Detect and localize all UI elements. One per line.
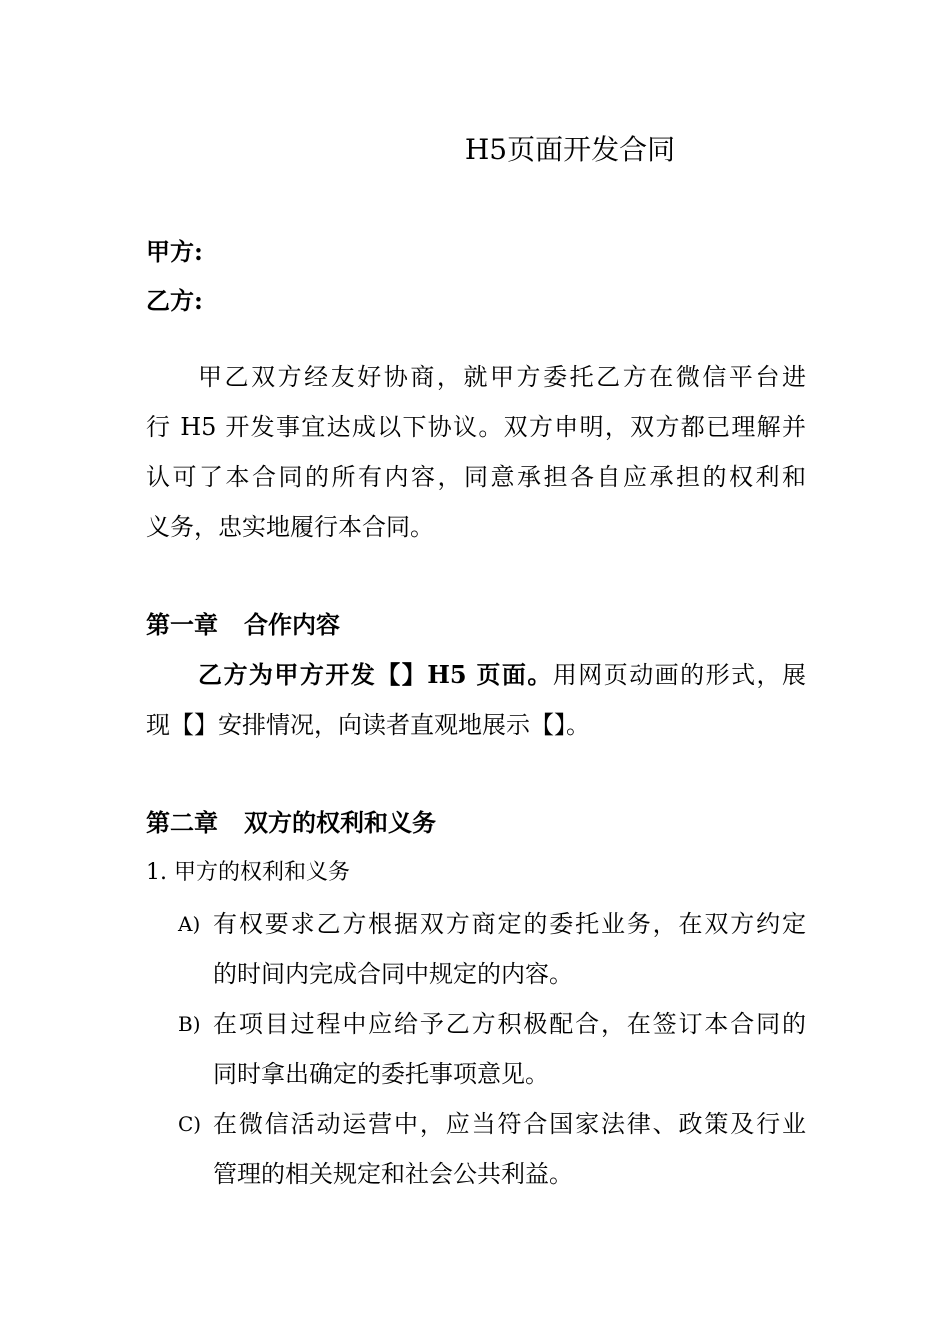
chapter-1-line-1 [198,658,806,692]
document-title: H5页面开发合同 [464,133,676,166]
item-b-line-2: 同时拿出确定的委托事项意见。 [213,1060,549,1088]
chapter-1-bold-text: 乙方为甲方开发【】H5 页面。 [198,660,553,689]
item-c-line-1: 在微信活动运营中，应当符合国家法律、政策及行业 [213,1110,806,1138]
preamble-line-2: 行 H5 开发事宜达成以下协议。双方申明，双方都已理解并 [146,413,806,441]
item-a-label: A) [178,912,201,936]
preamble-line-3: 认可了本合同的所有内容，同意承担各自应承担的权利和 [146,463,806,491]
chapter-1-title: 合作内容 [244,610,340,639]
preamble-line-4: 义务，忠实地履行本合同。 [146,513,434,541]
item-c-label: C) [178,1112,202,1136]
chapter-2-title: 双方的权利和义务 [244,808,436,837]
preamble-line-1: 甲乙双方经友好协商，就甲方委托乙方在微信平台进 [198,363,806,391]
party-a-label: 甲方: [146,237,203,266]
item-b-line-1: 在项目过程中应给予乙方积极配合，在签订本合同的 [213,1010,806,1038]
chapter-1-number: 第一章 [146,610,218,639]
item-a-line-1: 有权要求乙方根据双方商定的委托业务，在双方约定 [213,910,806,938]
section-1-heading: 1. 甲方的权利和义务 [146,860,350,885]
party-b-label: 乙方: [146,286,203,315]
chapter-2-heading [146,806,436,840]
chapter-1-heading [146,608,340,642]
chapter-1-line-2: 现【】安排情况，向读者直观地展示【】。 [146,711,590,739]
item-c-line-2: 管理的相关规定和社会公共利益。 [213,1160,573,1188]
item-a-line-2: 的时间内完成合同中规定的内容。 [213,960,573,988]
item-b-label: B) [178,1012,201,1036]
chapter-1-line-1-rest: 用网页动画的形式，展 [552,661,806,689]
chapter-2-number: 第二章 [146,808,218,837]
